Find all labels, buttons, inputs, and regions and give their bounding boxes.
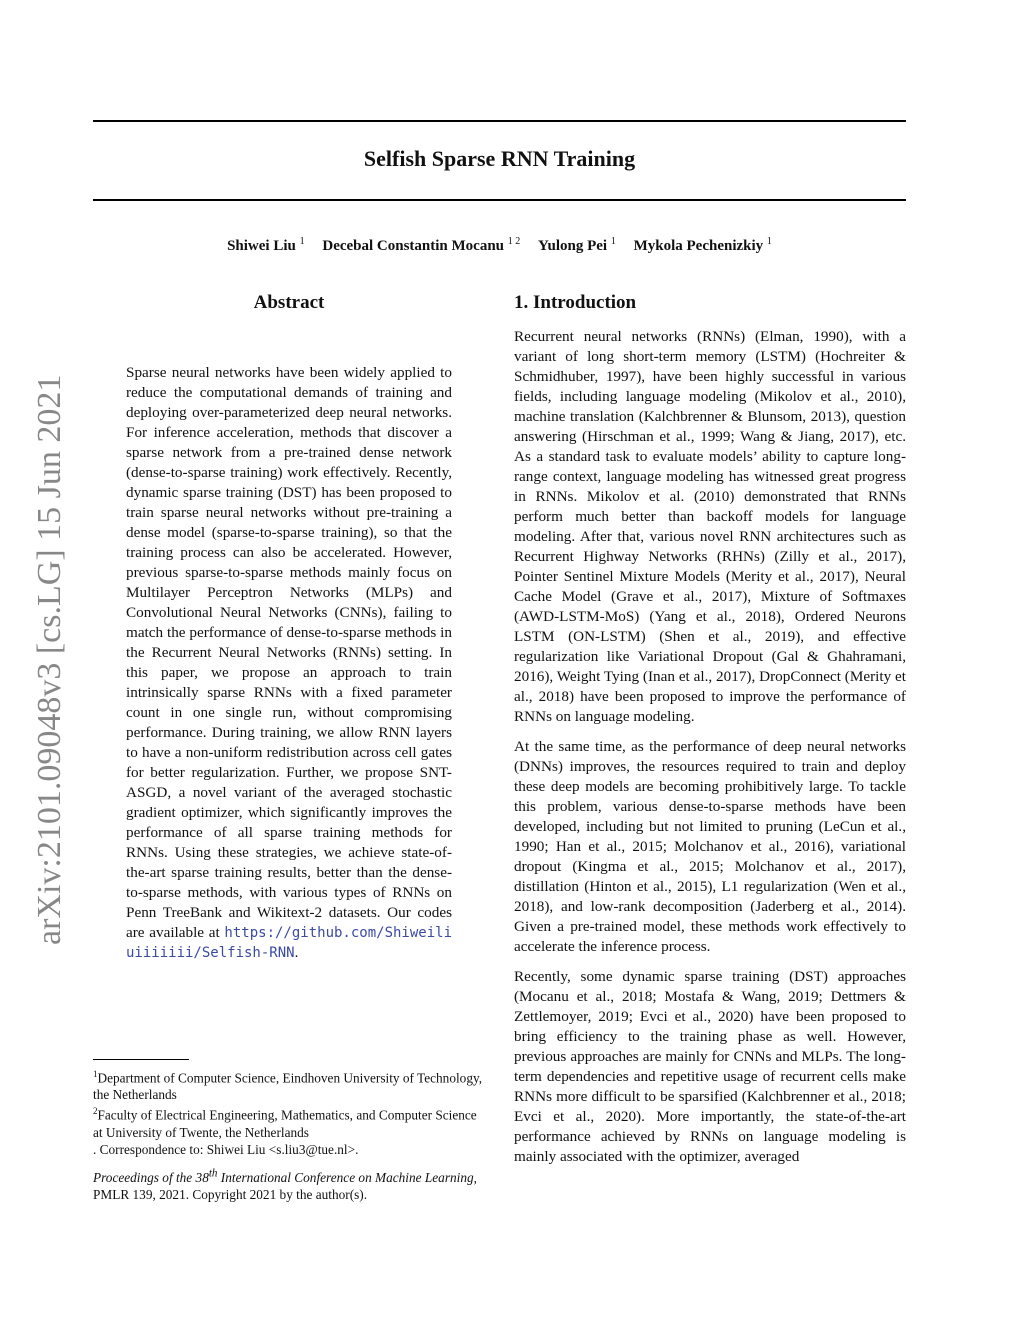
abstract-body: Sparse neural networks have been widely applied to reduce the computational demands of training and deploying over-parameterized deep neural networks. For inference acceleration, methods that discover a sparse network from a pre-trained dense network (dense-to-sparse training) work effectively. Recently, dynamic sparse training (DST) has been proposed to train sparse neural networks without pre-training a dense model (sparse-to-sparse training), so that the training process can also be accelerated. However, previous sparse-to-sparse methods mainly focus on Multilayer Perceptron Networks (MLPs) and Convolutional Neural Networks (CNNs), failing to match the performance of dense-to-sparse methods in the Recurrent Neural Networks (RNNs) setting. In this paper, we propose an approach to train intrinsically sparse RNNs with a fixed parameter count in one single run, without compromising performance. During training, we allow RNN layers to have a non-uniform redistribution across cell gates for better regularization. Further, we propose SNT-ASGD, a novel variant of the averaged stochastic gradient optimizer, which significantly improves the performance of all sparse training methods for RNNs. Using these strategies, we achieve state-of-the-art sparse training results, better than the dense-to-sparse methods, with various types of RNNs on Penn TreeBank and Wikitext-2 datasets. Our codes are available at https://github.com/Shiweiliuiiiiiii/Selfish-RNN.: [126, 364, 452, 961]
title-rule-bottom: [93, 199, 906, 201]
introduction-heading: 1. Introduction: [514, 292, 637, 313]
author-3: Yulong Pei $^1$: [538, 236, 616, 254]
paper-title: Selfish Sparse RNN Training: [363, 146, 636, 171]
intro-paragraph-1: Recurrent neural networks (RNNs) (Elman, 1990), with a variant of long short-term memory (LSTM) (Hochreiter & Schmidhuber, 1997), have been highly successful in various fields, including language modeling (Mikolov et al., 2010), machine translation (Kalchbrenner & Blunsom, 2013), question answering (Hirschman et al., 1999; Wang & Jiang, 2017), etc. As a standard task to evaluate models’ ability to capture long-range context, language modeling has witnessed great progress in RNNs. Mikolov et al. (2010) demonstrated that RNNs perform much better than backoff models for language modeling. After that, various novel RNN architectures such as Recurrent Highway Networks (RHNs) (Zilly et al., 2017), Pointer Sentinel Mixture Models (Merity et al., 2017), Neural Cache Model (Grave et al., 2017), Mixture of Softmaxes (AWD-LSTM-MoS) (Yang et al., 2018), Ordered Neurons LSTM (ON-LSTM) (Shen et al., 2019), and effective regularization like Variational Dropout (Gal & Ghahramani, 2016), Weight Tying (Inan et al., 2017), DropConnect (Merity et al., 2018) have been proposed to improve the performance of RNNs on language modeling.: [514, 328, 906, 725]
footnote-correspondence: . Correspondence to: Shiwei Liu <s.liu3@tue.nl>.: [93, 1141, 359, 1157]
footnote-1: $^1$Department of Computer Science, Eindhoven University of Technology, the Netherlands: [93, 1069, 483, 1103]
author-4: Mykola Pechenizkiy $^1$: [633, 236, 772, 254]
intro-paragraph-3: Recently, some dynamic sparse training (DST) approaches (Mocanu et al., 2018; Mostafa & Wang, 2019; Dettmers & Zettlemoyer, 2019; Evci et al., 2020) have been proposed to bring efficiency to the training phase as well. However, previous approaches are mainly for CNNs and MLPs. The long-term dependencies and repetitive usage of recurrent cells make RNNs more difficult to be sparsified (Kalchbrenner et al., 2018; Evci et al., 2020). More importantly, the state-of-the-art performance achieved by RNNs on language modeling is mainly associated with the optimizer, averaged: [514, 968, 906, 1165]
intro-paragraph-2: At the same time, as the performance of deep neural networks (DNNs) improves, the resources required to train and deploy these deep models are becoming prohibitively large. To tackle this problem, various dense-to-sparse methods have been developed, including but not limited to pruning (LeCun et al., 1990; Han et al., 2015; Molchanov et al., 2016), variational dropout (Kingma et al., 2015; Molchanov et al., 2017), distillation (Hinton et al., 2015), L1 regularization (Wen et al., 2018), and low-rank decomposition (Jaderberg et al., 2014). Given a pre-trained model, these methods work effectively to accelerate the inference process.: [514, 738, 906, 955]
footnotes: [93, 1066, 488, 1158]
footnote-rule: [93, 1059, 189, 1060]
code-link[interactable]: https://github.com/Shiweiliuiiiiiii/Selfish-RNN: [126, 925, 452, 961]
title-rule-top: [93, 120, 906, 122]
author-2: Decebal Constantin Mocanu $^{1 2}$: [322, 236, 521, 254]
arxiv-identifier: arXiv:2101.09048v3 [cs.LG] 15 Jun 2021: [31, 374, 68, 945]
proceedings-note: Proceedings of the 38th International Conference on Machine Learning, PMLR 139, 2021. Copyright 2021 by the author(s).: [93, 1168, 477, 1203]
footnote-2: $^2$Faculty of Electrical Engineering, Mathematics, and Computer Science at University of Twente, the Netherlands: [93, 1106, 477, 1140]
author-1: Shiwei Liu $^1$: [227, 236, 305, 254]
introduction-body: [514, 327, 906, 1177]
author-list: [93, 236, 906, 255]
abstract-heading: Abstract: [253, 292, 325, 313]
